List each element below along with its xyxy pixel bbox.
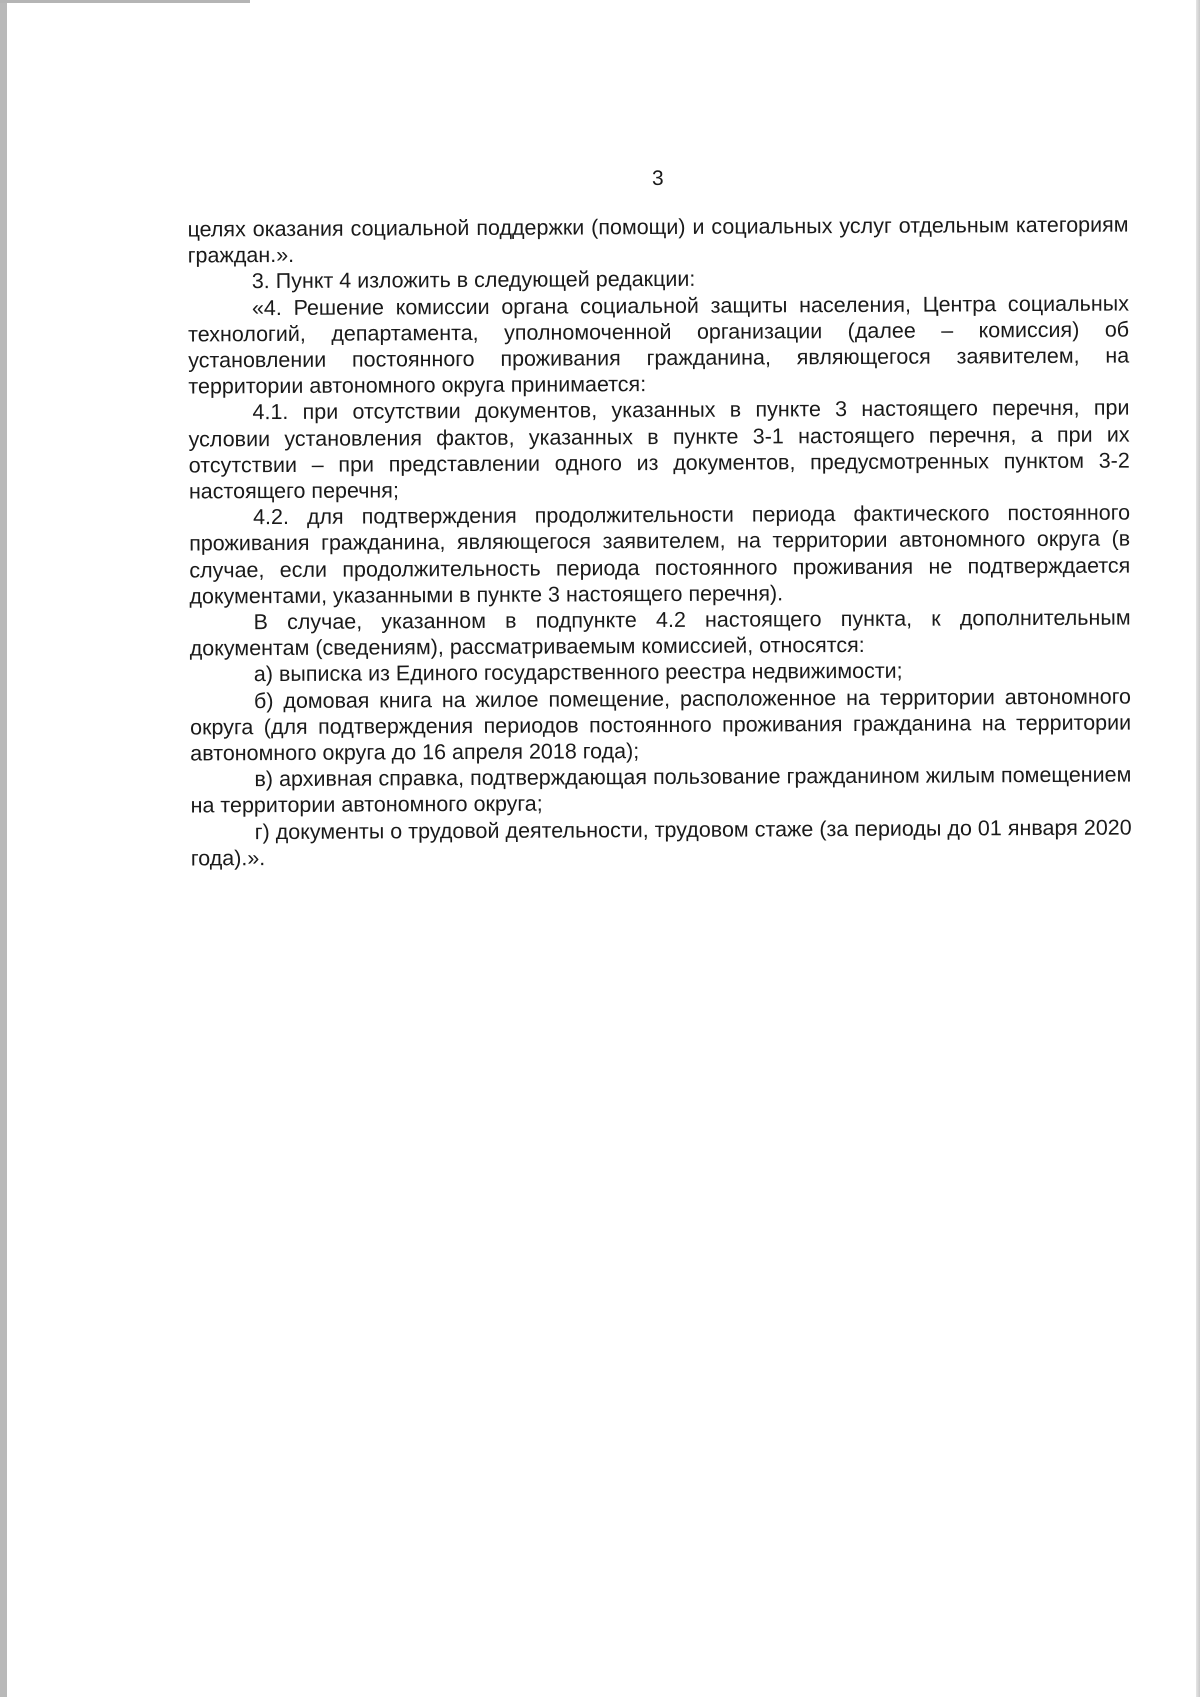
paragraph-continuation: целях оказания социальной поддержки (помощи) и социальных услуг отдельным категориям граждан.». — [187, 212, 1129, 268]
paragraph-additional-documents: В случае, указанном в подпункте 4.2 настоящего пункта, к дополнительным документам (сведениям), рассматриваемым комиссией, относятся: — [189, 605, 1131, 661]
paragraph-item-4-1: 4.1. при отсутствии документов, указанных в пункте 3 настоящего перечня, при условии установления фактов, указанных в пункте 3-1 настоящего перечня, а при их отсутствии – при представлении одного из документов, предусмотренных пунктом 3-2 настоящего перечня; — [188, 395, 1130, 504]
scan-edge-right — [1196, 0, 1200, 1697]
paragraph-item-3: 3. Пункт 4 изложить в следующей редакции: — [251, 267, 696, 294]
paragraph-subitem-v: в) архивная справка, подтверждающая пользование гражданином жилым помещением на территории автономного округа; — [190, 762, 1132, 818]
paragraph-subitem-b: б) домовая книга на жилое помещение, расположенное на территории автономного округа (для подтверждения периодов постоянного проживания гражданина на территории автономного округа до 16 апреля 2018 года); — [190, 684, 1132, 766]
paragraph-subitem-a: а) выписка из Единого государственного реестра недвижимости; — [253, 659, 903, 687]
page-number: 3 — [651, 166, 664, 191]
scan-edge-left — [0, 0, 7, 1697]
document-body — [187, 212, 1131, 872]
paragraph-item-4: «4. Решение комиссии органа социальной защиты населения, Центра социальных технологий, департамента, уполномоченной организации (далее – комиссия) об установлении постоянного проживания гражданина, являющегося заявителем, на территории автономного округа принимается: — [188, 291, 1130, 399]
paragraph-item-4-2: 4.2. для подтверждения продолжительности периода фактического постоянного проживания гражданина, являющегося заявителем, на территории автономного округа (в случае, если продолжительность периода постоянного проживания не подтверждается документами, указанными в пункте 3 настоящего перечня). — [189, 500, 1131, 609]
paragraph-subitem-g: г) документы о трудовой деятельности, трудовом стаже (за периоды до 01 января 2020 года).». — [190, 815, 1132, 871]
document-page — [186, 0, 1136, 1699]
